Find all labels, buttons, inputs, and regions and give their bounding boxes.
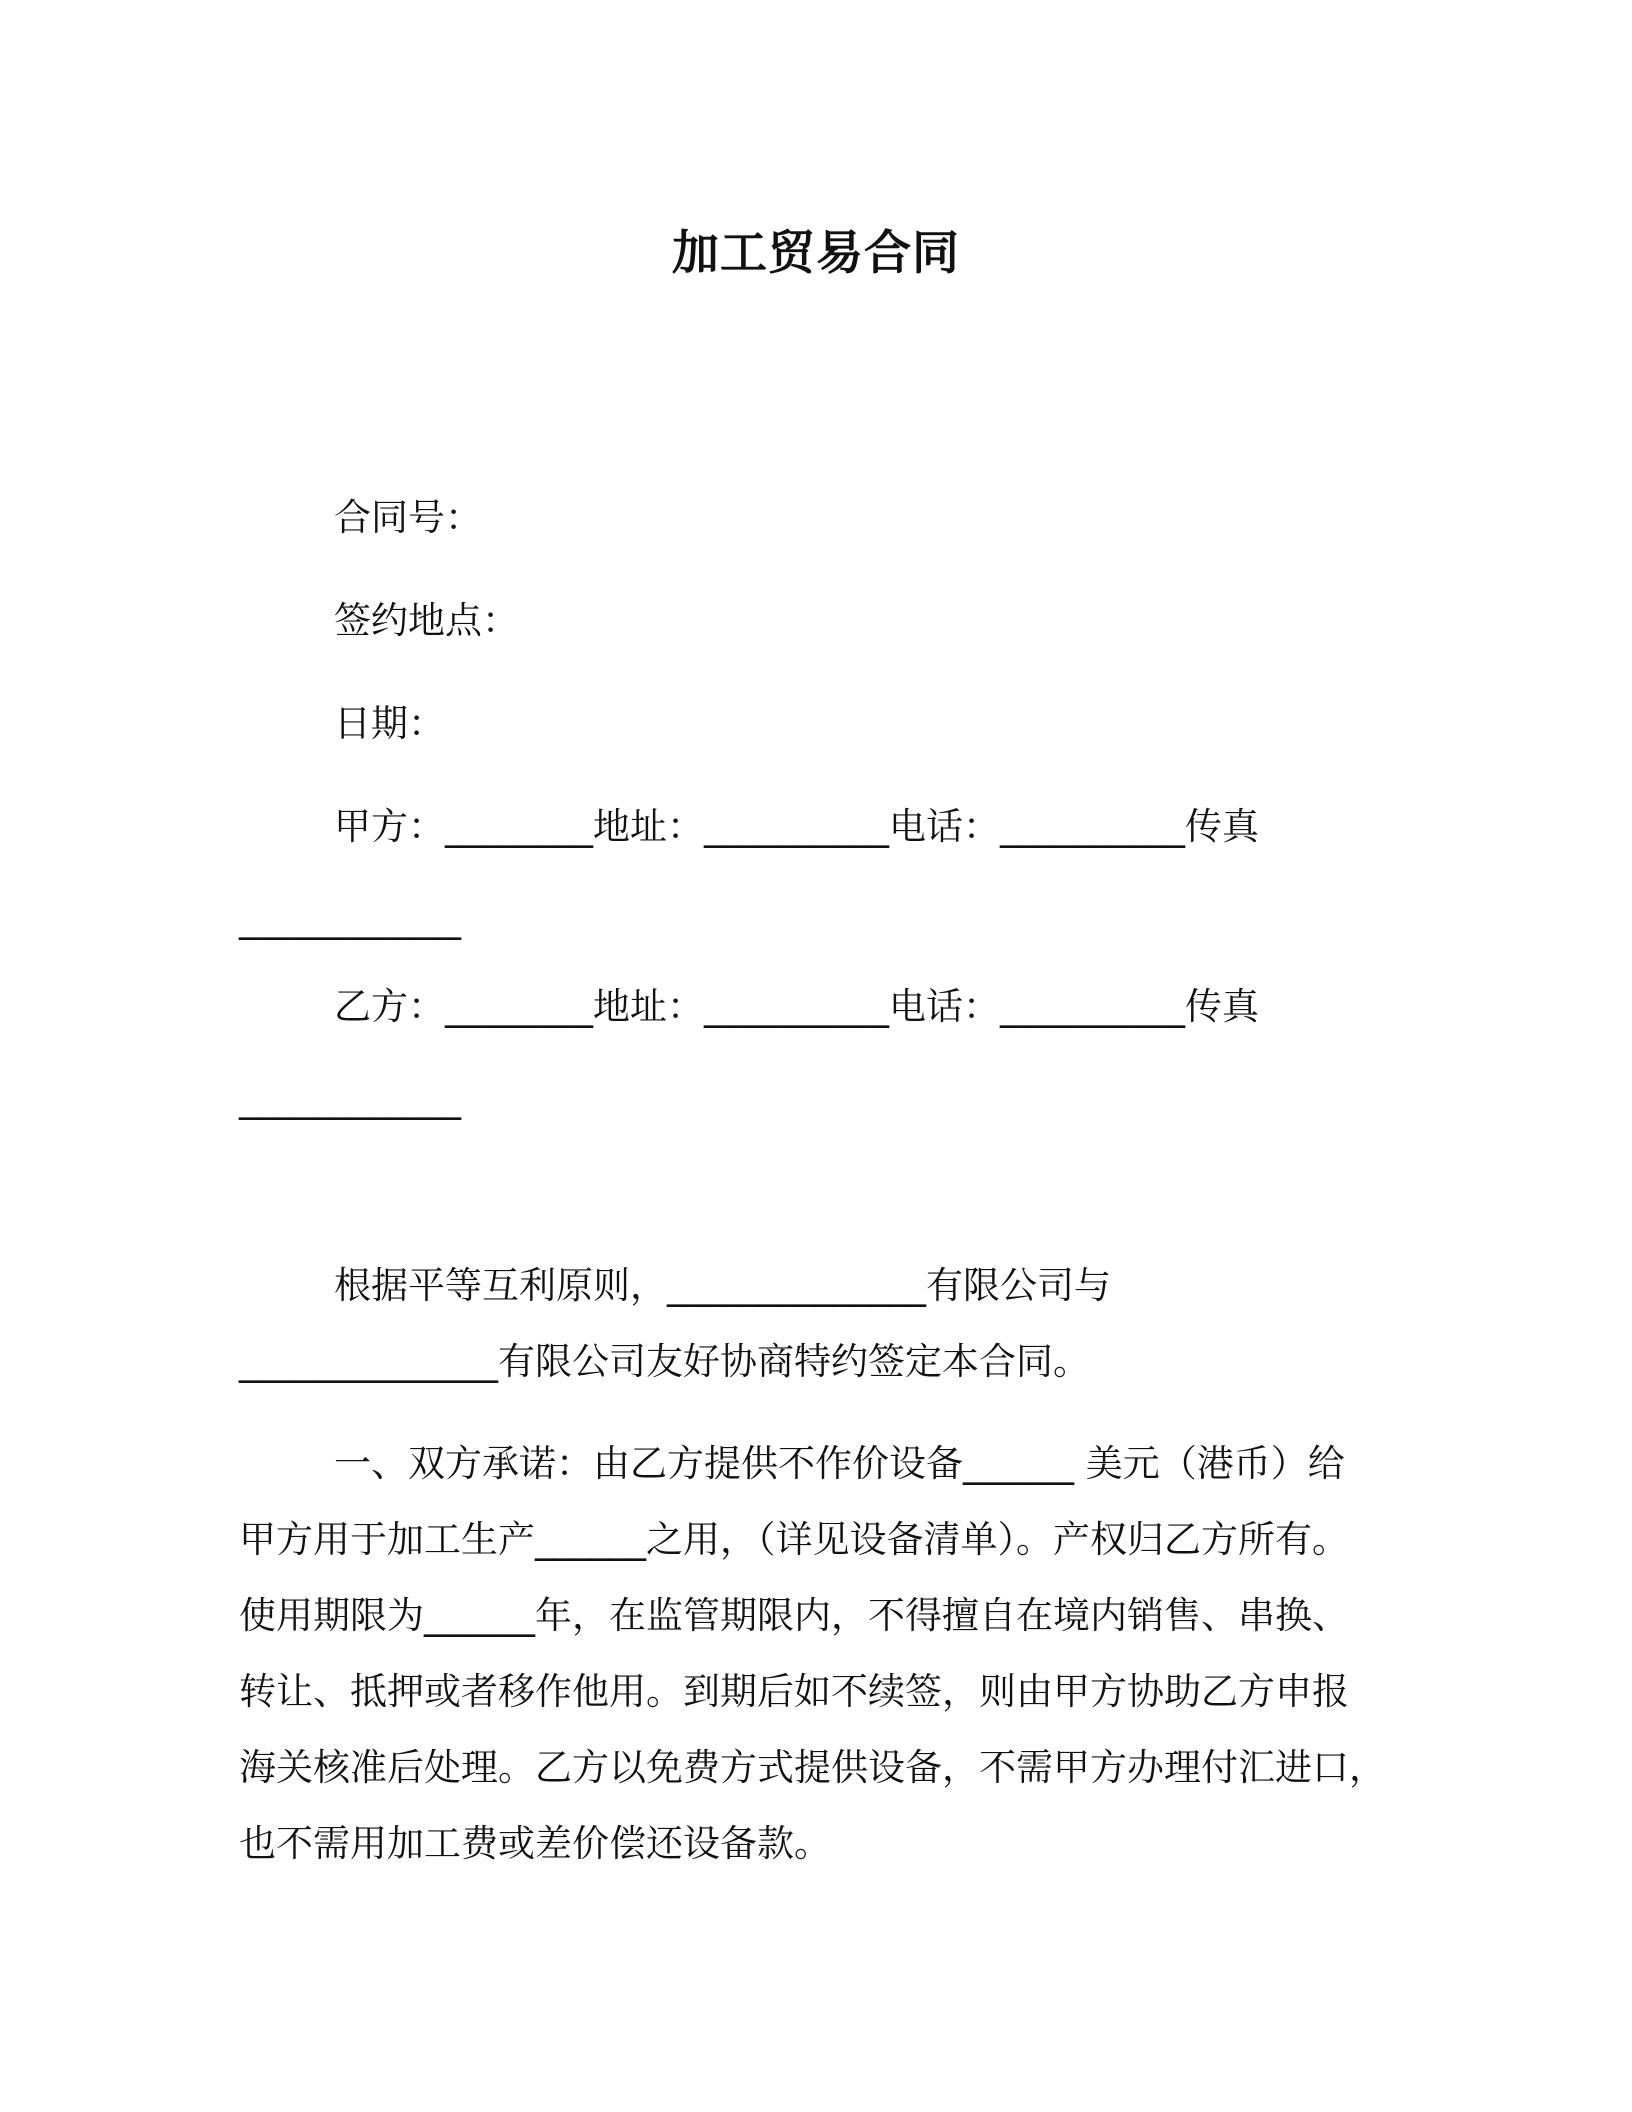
clause-1-line-4: 转让、抵押或者移作他用。到期后如不续签，则由甲方协助乙方申报 <box>239 1670 1349 1713</box>
signing-place-label: 签约地点： <box>334 599 519 642</box>
party-a-fax-blank: ____________ <box>239 897 461 940</box>
preamble-line-2: ______________有限公司友好协商特约签定本合同。 <box>239 1340 1090 1383</box>
clause-1-line-3: 使用期限为______年，在监管期限内，不得擅自在境内销售、串换、 <box>239 1594 1349 1637</box>
clause-1-line-6: 也不需用加工费或差价偿还设备款。 <box>239 1822 831 1865</box>
clause-1-line-5: 海关核准后处理。乙方以免费方式提供设备，不需甲方办理付汇进口， <box>239 1746 1386 1789</box>
party-a-line: 甲方：________地址：__________电话：__________传真 <box>334 805 1259 848</box>
party-b-line: 乙方：________地址：__________电话：__________传真 <box>334 985 1259 1028</box>
party-b-fax-blank: ____________ <box>239 1077 461 1120</box>
clause-1-line-1: 一、双方承诺：由乙方提供不作价设备______ 美元（港币）给 <box>334 1442 1345 1485</box>
document-title: 加工贸易合同 <box>672 226 960 281</box>
date-label: 日期： <box>334 702 445 745</box>
contract-number-label: 合同号： <box>334 496 482 539</box>
clause-1-line-2: 甲方用于加工生产______之用，（详见设备清单）。产权归乙方所有。 <box>239 1518 1349 1561</box>
preamble-line-1: 根据平等互利原则，______________有限公司与 <box>334 1264 1111 1307</box>
